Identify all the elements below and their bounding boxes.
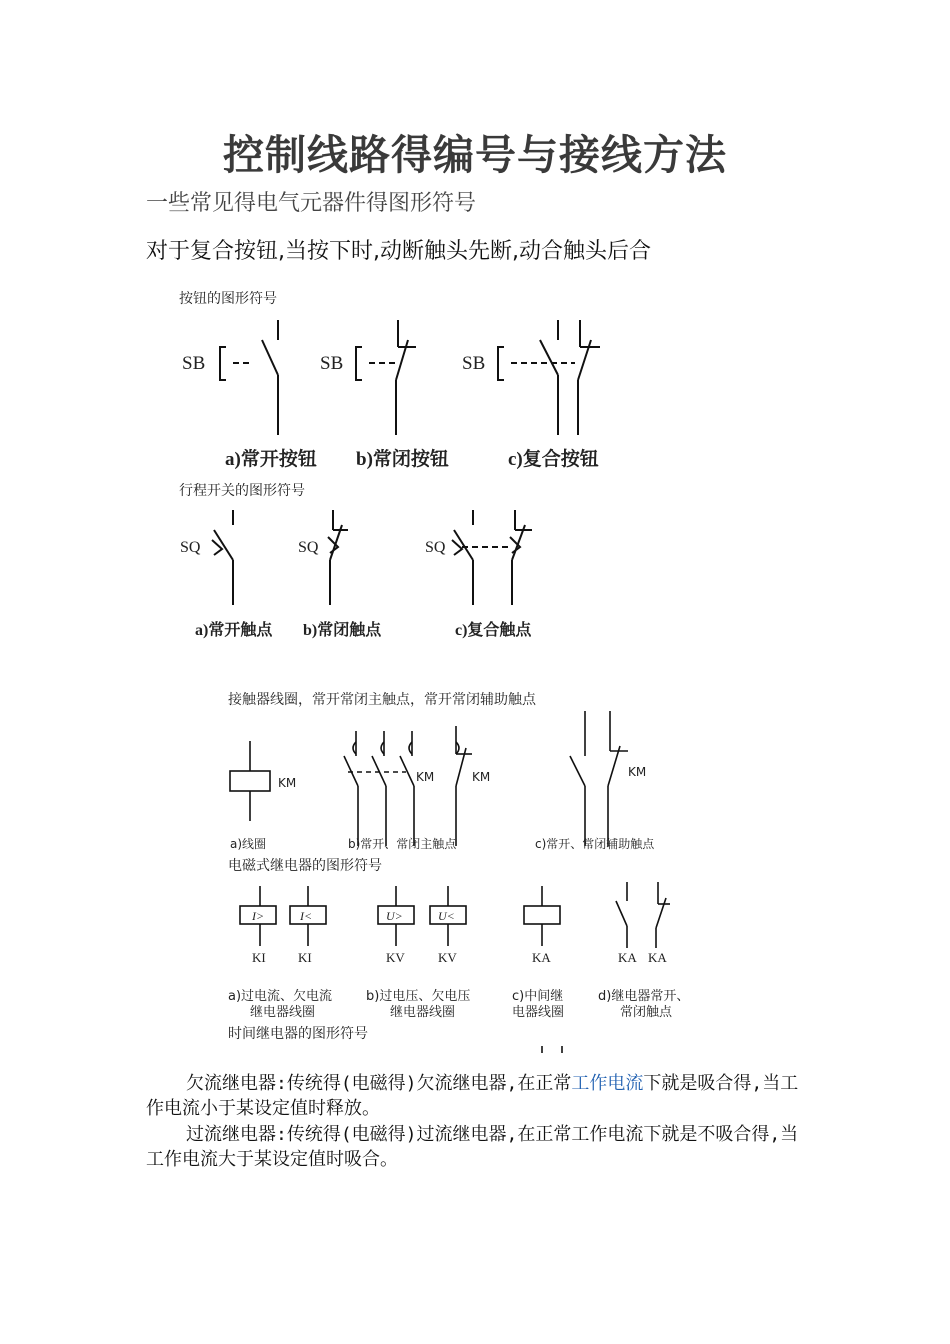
figure4-symbol-3: KV bbox=[386, 950, 405, 965]
figure4-symbol-4: KV bbox=[438, 950, 457, 965]
figure4-heading: 电磁式继电器的图形符号 bbox=[228, 858, 382, 874]
figure3-symbol-main-b: KM bbox=[472, 770, 491, 784]
figure3-caption-a: a)线圈 bbox=[230, 837, 267, 851]
working-current-link[interactable]: 工作电流 bbox=[571, 1073, 644, 1094]
paragraph-overcurrent-relay bbox=[146, 1122, 810, 1172]
figure4-symbol-7: KA bbox=[648, 950, 667, 965]
figure2-symbol-a: SQ bbox=[180, 539, 201, 556]
figure4-caption-a2: 继电器线圈 bbox=[250, 1005, 316, 1020]
figure4-box-label-1: I> bbox=[252, 909, 265, 923]
figure3-caption-b: b)常开、常闭主触点 bbox=[348, 837, 457, 851]
figure4-caption-d1: d)继电器常开、 bbox=[598, 989, 690, 1004]
figure4-caption-b1: b)过电压、欠电压 bbox=[366, 989, 471, 1004]
paragraph1-text-before: 欠流继电器:传统得(电磁得)欠流继电器,在正常 bbox=[186, 1073, 572, 1094]
figure4-symbol-2: KI bbox=[298, 950, 312, 965]
figure2-caption-a: a)常开触点 bbox=[195, 622, 273, 639]
figure1-symbol-a: SB bbox=[182, 353, 206, 374]
figure1-caption-b: b)常闭按钮 bbox=[356, 449, 449, 470]
figure3-symbol-main-a: KM bbox=[416, 770, 435, 784]
figure2-symbol-c: SQ bbox=[425, 539, 446, 556]
figure4-symbol-1: KI bbox=[252, 950, 266, 965]
figure4-box-label-4: U< bbox=[438, 909, 455, 923]
figure3-symbol-aux: KM bbox=[628, 765, 647, 779]
figure2-symbol-b: SQ bbox=[298, 539, 319, 556]
figure1-caption-c: c)复合按钮 bbox=[508, 449, 599, 470]
figure4-footer: 时间继电器的图形符号 bbox=[228, 1026, 368, 1042]
figure4-caption-b2: 继电器线圈 bbox=[390, 1005, 456, 1020]
document-title: 控制线路得编号与接线方法 bbox=[223, 131, 727, 179]
figure1-symbol-b: SB bbox=[320, 353, 344, 374]
figure1-heading: 按钮的图形符号 bbox=[179, 291, 277, 307]
figure4-caption-c2: 电器线圈 bbox=[512, 1005, 565, 1020]
figure4-box-label-3: U> bbox=[386, 909, 403, 923]
paragraph1-text-after: 下就是吸合得,当工作电流小于某设定值时释放。 bbox=[146, 1073, 799, 1119]
figure4-box-label-2: I< bbox=[300, 909, 313, 923]
figure2-caption-c: c)复合触点 bbox=[455, 622, 532, 639]
paragraph-undercurrent-relay bbox=[146, 1071, 810, 1121]
figure3-heading: 接触器线圈，常开常闭主触点，常开常闭辅助触点 bbox=[228, 692, 536, 708]
figure1-symbol-c: SB bbox=[462, 353, 486, 374]
section-subtitle: 一些常见得电气元器件得图形符号 bbox=[146, 191, 477, 216]
figure4-caption-d2: 常闭触点 bbox=[620, 1005, 673, 1020]
figure4-symbol-5: KA bbox=[532, 950, 551, 965]
contactor-relay-symbol-figure bbox=[220, 686, 690, 1066]
figure2-heading: 行程开关的图形符号 bbox=[179, 483, 305, 499]
figure3-caption-c: c)常开、常闭辅助触点 bbox=[535, 837, 655, 851]
button-switch-symbol-figure bbox=[170, 285, 630, 645]
figure4-caption-a1: a)过电流、欠电流 bbox=[228, 989, 333, 1004]
figure4-symbol-6: KA bbox=[618, 950, 637, 965]
intro-text: 对于复合按钮,当按下时,动断触头先断,动合触头后合 bbox=[146, 239, 651, 264]
figure1-caption-a: a)常开按钮 bbox=[225, 449, 317, 470]
paragraph2-text: 过流继电器:传统得(电磁得)过流继电器,在正常工作电流下就是不吸合得,当工作电流大于某设定值时吸合。 bbox=[146, 1124, 799, 1170]
figure4-caption-c1: c)中间继 bbox=[512, 989, 564, 1004]
figure3-symbol-coil: KM bbox=[278, 776, 297, 790]
figure2-caption-b: b)常闭触点 bbox=[303, 622, 382, 639]
